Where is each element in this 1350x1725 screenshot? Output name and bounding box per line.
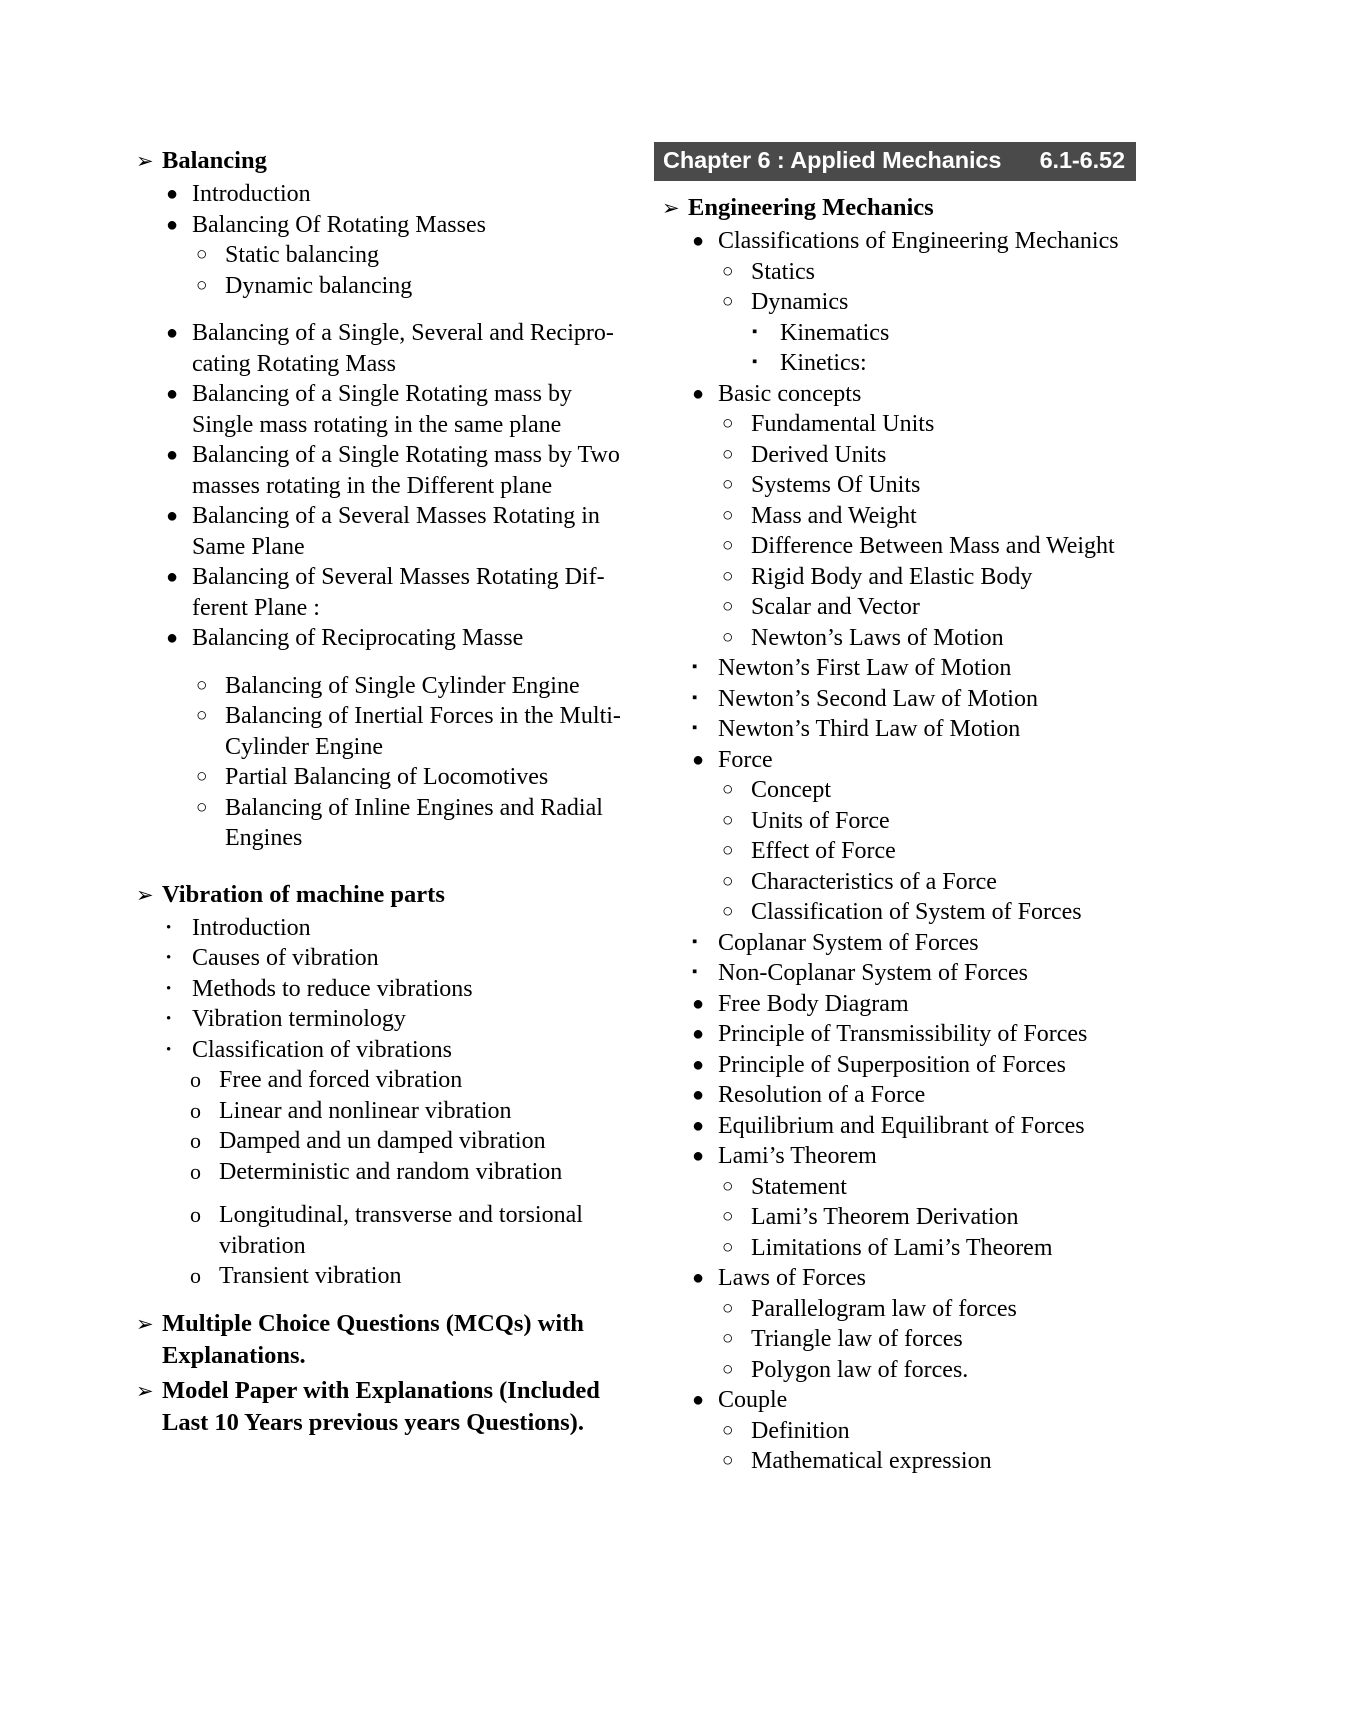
list-item — [196, 701, 628, 762]
square-bullet-icon: ▪ — [692, 964, 698, 980]
disc-bullet-icon: ● — [692, 230, 705, 252]
list-item — [752, 318, 1154, 349]
closing-heading-label: Multiple Choice Questions (MCQs) with Explanations. — [162, 1309, 584, 1369]
square-bullet-icon: ▪ — [692, 689, 698, 706]
list-item — [752, 348, 1154, 379]
square-bullet-icon: ▪ — [752, 323, 758, 340]
list-item — [692, 1111, 1154, 1142]
disc-bullet-icon: ● — [692, 992, 705, 1015]
circle-bullet-icon: ○ — [722, 809, 734, 831]
disc-bullet-icon: ● — [166, 383, 179, 405]
closing-heading-label: Model Paper with Explanations (Included Last 10 Years previous years Questions). — [162, 1376, 600, 1436]
circle-bullet-icon: ○ — [722, 1419, 734, 1441]
list-item-label: Partial Balancing of Locomotives — [225, 764, 549, 790]
list-item-label: Mass and Weight — [751, 502, 917, 529]
disc-bullet-icon: ● — [166, 627, 179, 649]
list-item-label: Balancing of a Several Masses Rotating in Same Plane — [192, 503, 600, 560]
list-item — [692, 379, 1154, 410]
spacer — [128, 1187, 628, 1200]
list-item-label: Concept — [751, 777, 831, 803]
circle-bullet-icon: ○ — [722, 1328, 734, 1349]
circle-bullet-icon: ○ — [196, 674, 208, 696]
chapter-page-range: 6.1-6.52 — [1039, 147, 1125, 173]
list-item — [722, 806, 1154, 837]
circle-bullet-icon: ○ — [722, 626, 734, 648]
list-item — [722, 867, 1154, 898]
disc-bullet-icon: ● — [166, 505, 179, 527]
list-item-label: Dynamics — [751, 289, 849, 315]
list-item — [196, 271, 628, 302]
list-item — [190, 1200, 628, 1261]
list-item — [722, 1355, 1154, 1386]
list-item-label: Laws of Forces — [718, 1265, 866, 1291]
circle-bullet-icon: ○ — [722, 535, 734, 556]
list-item-label: Couple — [718, 1387, 788, 1413]
arrow-bullet-icon: ➢ — [136, 149, 154, 173]
list-item — [722, 1202, 1154, 1233]
list-item-label: Balancing of Several Masses Rotating Dif-ferent Plane : — [192, 564, 605, 621]
circle-bullet-icon: ○ — [196, 766, 208, 787]
list-item-label: Classification of vibrations — [192, 1036, 452, 1063]
arrow-bullet-icon: ➢ — [136, 1378, 154, 1403]
list-item-label: Statics — [751, 258, 815, 285]
square-bullet-icon: ▪ — [692, 720, 698, 736]
disc-bullet-icon: ● — [166, 566, 179, 588]
dot-bullet-icon: • — [166, 1041, 172, 1058]
list-item-label: Lami’s Theorem Derivation — [751, 1204, 1019, 1230]
list-item-label: Definition — [751, 1417, 850, 1444]
section-heading-vibration — [136, 879, 628, 911]
list-item — [722, 1294, 1154, 1325]
square-bullet-icon: ▪ — [752, 354, 758, 370]
list-item-label: Triangle law of forces — [751, 1326, 963, 1352]
section-heading-label: Engineering Mechanics — [688, 194, 934, 221]
disc-bullet-icon: ● — [692, 1114, 705, 1137]
circle-bullet-icon: ○ — [722, 596, 734, 617]
circle-bullet-icon: ○ — [722, 443, 734, 465]
list-item — [722, 1446, 1154, 1477]
list-item — [722, 623, 1154, 654]
list-item — [722, 562, 1154, 593]
list-item — [166, 974, 628, 1005]
section-heading-label: Vibration of machine parts — [162, 880, 445, 908]
list-item — [722, 836, 1154, 867]
list-item-label: Kinetics: — [780, 350, 867, 376]
list-item-label: Difference Between Mass and Weight — [751, 533, 1115, 559]
list-item — [722, 257, 1154, 288]
arrow-bullet-icon: ➢ — [136, 1311, 154, 1336]
section-heading-balancing — [136, 145, 628, 177]
circle-bullet-icon: ○ — [722, 565, 734, 587]
list-item-label: Classification of System of Forces — [751, 899, 1082, 925]
list-item-label: Fundamental Units — [751, 411, 935, 437]
list-item-label: Static balancing — [225, 242, 379, 268]
list-item — [692, 226, 1154, 257]
list-item — [722, 440, 1154, 471]
disc-bullet-icon: ● — [692, 1145, 705, 1167]
spacer — [128, 301, 628, 318]
list-item-label: Units of Force — [751, 807, 890, 834]
list-item-label: Linear and nonlinear vibration — [219, 1097, 512, 1124]
list-item — [692, 928, 1154, 959]
list-item — [166, 1035, 628, 1066]
list-item-label: Balancing of Single Cylinder Engine — [225, 672, 580, 699]
list-item-label: Polygon law of forces. — [751, 1356, 969, 1383]
list-item-label: Newton’s Laws of Motion — [751, 624, 1004, 651]
circle-bullet-icon: ○ — [722, 1297, 734, 1319]
list-item — [166, 913, 628, 944]
list-item — [166, 318, 628, 379]
letter-o-bullet-icon: o — [190, 1202, 201, 1227]
list-item — [692, 714, 1154, 745]
list-item-label: Vibration terminology — [192, 1006, 406, 1032]
circle-bullet-icon: ○ — [722, 413, 734, 434]
circle-bullet-icon: ○ — [722, 1175, 734, 1197]
list-item — [692, 1263, 1154, 1294]
list-item-label: Equilibrium and Equilibrant of Forces — [718, 1112, 1085, 1139]
list-item — [196, 762, 628, 793]
dot-bullet-icon: • — [166, 919, 172, 936]
circle-bullet-icon: ○ — [722, 1236, 734, 1258]
list-item — [196, 671, 628, 702]
list-item-label: Transient vibration — [219, 1263, 402, 1289]
letter-o-bullet-icon: o — [190, 1067, 201, 1092]
disc-bullet-icon: ● — [692, 1267, 705, 1289]
section-heading-label: Balancing — [162, 147, 267, 174]
spacer — [128, 854, 628, 876]
list-item — [692, 958, 1154, 989]
list-item — [692, 989, 1154, 1020]
closing-heading-mcq — [136, 1308, 628, 1372]
list-item-label: Balancing of a Single Rotating mass by Two masses rotating in the Different plane — [192, 442, 620, 499]
list-item-label: Principle of Transmissibility of Forces — [718, 1021, 1088, 1047]
list-item-label: Balancing of Reciprocating Masse — [192, 625, 524, 651]
list-item — [166, 1004, 628, 1035]
circle-bullet-icon: ○ — [722, 504, 734, 526]
list-item — [190, 1261, 628, 1292]
circle-bullet-icon: ○ — [196, 796, 208, 818]
disc-bullet-icon: ● — [166, 183, 179, 205]
list-item-label: Causes of vibration — [192, 945, 379, 971]
list-item — [722, 1233, 1154, 1264]
list-item — [166, 179, 628, 210]
disc-bullet-icon: ● — [166, 444, 179, 466]
circle-bullet-icon: ○ — [722, 1358, 734, 1380]
arrow-bullet-icon: ➢ — [136, 882, 154, 907]
list-item — [722, 1416, 1154, 1447]
section-heading-engineering-mechanics — [662, 192, 1154, 224]
list-item — [196, 240, 628, 271]
list-item-label: Longitudinal, transverse and torsional vibration — [219, 1202, 583, 1259]
list-item-label: Lami’s Theorem — [718, 1143, 877, 1169]
list-item-label: Derived Units — [751, 441, 887, 468]
list-item — [166, 501, 628, 562]
chapter-banner — [654, 142, 1136, 181]
list-item — [722, 501, 1154, 532]
arrow-bullet-icon: ➢ — [662, 196, 680, 220]
list-item-label: Systems Of Units — [751, 472, 921, 498]
circle-bullet-icon: ○ — [722, 870, 734, 892]
right-column — [654, 142, 1154, 1725]
list-item — [166, 562, 628, 623]
circle-bullet-icon: ○ — [722, 260, 734, 282]
dot-bullet-icon: • — [166, 950, 172, 966]
disc-bullet-icon: ● — [692, 1053, 705, 1076]
list-item — [692, 1050, 1154, 1081]
list-item — [722, 287, 1154, 318]
list-item-label: Introduction — [192, 181, 311, 207]
list-item — [166, 623, 628, 654]
dot-bullet-icon: • — [166, 1011, 172, 1027]
list-item-label: Resolution of a Force — [718, 1082, 926, 1108]
circle-bullet-icon: ○ — [722, 779, 734, 800]
closing-heading-model-paper — [136, 1375, 628, 1439]
list-item — [692, 653, 1154, 684]
circle-bullet-icon: ○ — [196, 274, 208, 296]
circle-bullet-icon: ○ — [722, 291, 734, 312]
disc-bullet-icon: ● — [166, 213, 179, 236]
list-item-label: Characteristics of a Force — [751, 868, 997, 895]
list-item-label: Balancing of a Single, Several and Recipro-cating Rotating Mass — [192, 320, 614, 377]
circle-bullet-icon: ○ — [722, 1450, 734, 1471]
list-item-label: Classifications of Engineering Mechanics — [718, 228, 1119, 254]
dot-bullet-icon: • — [166, 980, 172, 997]
list-item-label: Free Body Diagram — [718, 990, 909, 1017]
list-item-label: Statement — [751, 1173, 847, 1200]
list-item-label: Principle of Superposition of Forces — [718, 1051, 1066, 1078]
circle-bullet-icon: ○ — [722, 901, 734, 922]
list-item — [190, 1157, 628, 1188]
circle-bullet-icon: ○ — [722, 840, 734, 861]
list-item — [692, 745, 1154, 776]
chapter-title: Chapter 6 : Applied Mechanics — [663, 147, 1002, 173]
list-item-label: Balancing of a Single Rotating mass by Single mass rotating in the same plane — [192, 381, 572, 438]
list-item-label: Basic concepts — [718, 380, 862, 407]
list-item-label: Rigid Body and Elastic Body — [751, 563, 1033, 590]
list-item — [722, 470, 1154, 501]
disc-bullet-icon: ● — [692, 1389, 705, 1411]
list-item — [190, 1096, 628, 1127]
disc-bullet-icon: ● — [692, 382, 705, 405]
list-item-label: Kinematics — [780, 319, 890, 346]
letter-o-bullet-icon: o — [190, 1128, 201, 1153]
disc-bullet-icon: ● — [692, 748, 705, 771]
list-item — [166, 210, 628, 241]
letter-o-bullet-icon: o — [190, 1158, 201, 1184]
list-item — [692, 684, 1154, 715]
square-bullet-icon: ▪ — [692, 659, 698, 675]
list-item — [166, 379, 628, 440]
list-item — [166, 943, 628, 974]
list-item — [722, 775, 1154, 806]
list-item-label: Damped and un damped vibration — [219, 1128, 546, 1154]
list-item — [190, 1126, 628, 1157]
list-item-label: Limitations of Lami’s Theorem — [751, 1234, 1053, 1261]
list-item — [692, 1080, 1154, 1111]
spacer — [128, 1292, 628, 1305]
list-item-label: Parallelogram law of forces — [751, 1295, 1017, 1322]
list-item-label: Newton’s Second Law of Motion — [718, 685, 1038, 712]
circle-bullet-icon: ○ — [196, 244, 208, 265]
list-item — [692, 1141, 1154, 1172]
list-item — [722, 409, 1154, 440]
list-item-label: Balancing Of Rotating Masses — [192, 211, 486, 238]
circle-bullet-icon: ○ — [722, 1206, 734, 1227]
list-item-label: Deterministic and random vibration — [219, 1158, 563, 1185]
list-item-label: Introduction — [192, 914, 311, 941]
letter-o-bullet-icon: o — [190, 1097, 201, 1123]
list-item-label: Balancing of Inertial Forces in the Multi-Cylinder Engine — [225, 703, 621, 760]
list-item-label: Coplanar System of Forces — [718, 929, 979, 956]
list-item-label: Free and forced vibration — [219, 1067, 463, 1093]
list-item — [722, 592, 1154, 623]
list-item — [722, 897, 1154, 928]
list-item-label: Newton’s Third Law of Motion — [718, 716, 1021, 742]
disc-bullet-icon: ● — [692, 1084, 705, 1106]
list-item-label: Dynamic balancing — [225, 272, 413, 299]
list-item — [692, 1385, 1154, 1416]
disc-bullet-icon: ● — [166, 322, 179, 344]
list-item-label: Mathematical expression — [751, 1448, 992, 1474]
disc-bullet-icon: ● — [692, 1023, 705, 1045]
spacer — [128, 654, 628, 671]
circle-bullet-icon: ○ — [196, 705, 208, 726]
list-item — [722, 1172, 1154, 1203]
list-item — [196, 793, 628, 854]
list-item — [166, 440, 628, 501]
list-item-label: Methods to reduce vibrations — [192, 975, 473, 1002]
list-item-label: Scalar and Vector — [751, 594, 920, 620]
list-item-label: Force — [718, 746, 773, 773]
list-item-label: Non-Coplanar System of Forces — [718, 960, 1028, 986]
square-bullet-icon: ▪ — [692, 933, 698, 950]
left-column — [128, 142, 628, 1725]
list-item-label: Newton’s First Law of Motion — [718, 655, 1012, 681]
letter-o-bullet-icon: o — [190, 1263, 201, 1288]
list-item — [692, 1019, 1154, 1050]
list-item — [722, 1324, 1154, 1355]
list-item-label: Effect of Force — [751, 838, 896, 864]
list-item — [190, 1065, 628, 1096]
circle-bullet-icon: ○ — [722, 474, 734, 495]
list-item-label: Balancing of Inline Engines and Radial Engines — [225, 794, 603, 851]
list-item — [722, 531, 1154, 562]
